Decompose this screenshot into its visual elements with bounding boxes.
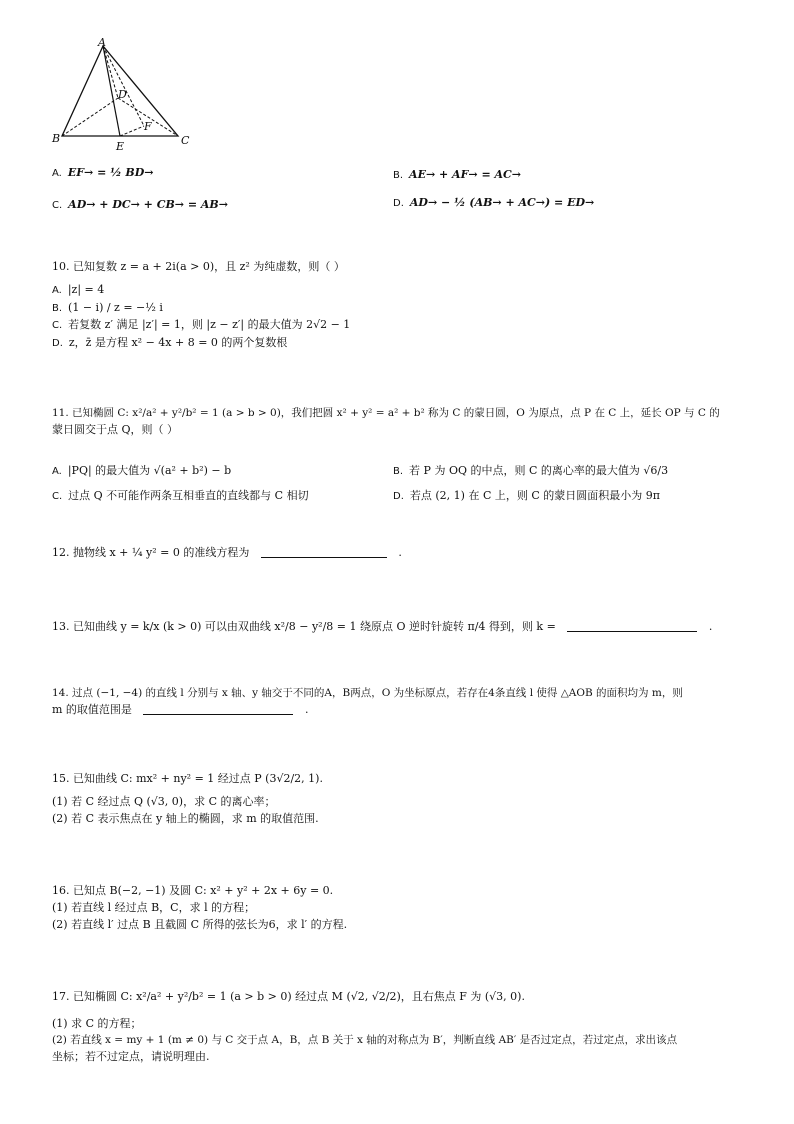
point-label-d: D <box>118 88 127 101</box>
q17-stem: 17. 已知椭圆 C: x²/a² + y²/b² = 1 (a > b > 0) 经过点 M (√2, √2/2)，且右焦点 F 为 (√3, 0). <box>52 990 525 1003</box>
q11-option-c: C. 过点 Q 不可能作两条互相垂直的直线都与 C 相切 <box>52 489 309 502</box>
question-17 <box>52 988 752 1065</box>
point-label-e: E <box>116 140 125 153</box>
triangle-figure <box>50 38 210 153</box>
q13-answer-blank[interactable] <box>567 619 697 632</box>
q17-part-2-line2: 坐标；若不过定点，请说明理由. <box>52 1050 210 1064</box>
question-16 <box>52 882 752 933</box>
q12-answer-blank[interactable] <box>261 545 387 558</box>
q13-stem: 13. 已知曲线 y = k/x (k > 0) 可以由双曲线 x²/8 − y²/8 = 1 绕原点 O 逆时针旋转 π/4 得到，则 k = <box>52 620 556 633</box>
question-14 <box>52 685 752 718</box>
q11-option-a: A. |PQ| 的最大值为 √(a² + b²) − b <box>52 464 232 477</box>
q16-part-1: (1) 若直线 l 经过点 B，C，求 l 的方程； <box>52 901 256 915</box>
q10-option-b: B. (1 − i) / z = −½ i <box>52 300 163 314</box>
q13-period: . <box>708 620 713 633</box>
vertex-label-c: C <box>181 134 190 147</box>
q15-stem: 15. 已知曲线 C: mx² + ny² = 1 经过点 P (3√2/2, 1). <box>52 772 323 785</box>
q16-part-2: (2) 若直线 l′ 过点 B 且截圆 C 所得的弦长为6，求 l′ 的方程. <box>52 918 348 932</box>
q14-period: . <box>304 703 309 717</box>
q17-part-1: (1) 求 C 的方程； <box>52 1017 142 1031</box>
q11-option-b: B. 若 P 为 OQ 的中点，则 C 的离心率的最大值为 √6/3 <box>393 464 669 477</box>
q10-option-a: A. |z| = 4 <box>52 283 105 297</box>
q11-option-d: D. 若点 (2, 1) 在 C 上，则 C 的蒙日圆面积最小为 9π <box>393 489 660 502</box>
q9-option-c: C. AD→ + DC→ + CB→ = AB→ <box>52 198 228 211</box>
vertex-label-a: A <box>98 38 106 49</box>
question-13 <box>52 618 752 635</box>
q15-part-1: (1) 若 C 经过点 Q (√3, 0)，求 C 的离心率； <box>52 795 276 809</box>
vertex-label-b: B <box>52 132 61 145</box>
q12-stem: 12. 抛物线 x + ¼ y² = 0 的准线方程为 <box>52 546 250 559</box>
q10-option-d: D. z，z̄ 是方程 x² − 4x + 8 = 0 的两个复数根 <box>52 335 288 349</box>
q10-stem: 10. 已知复数 z = a + 2i(a > 0)，且 z² 为纯虚数，则（ ） <box>52 260 345 273</box>
question-12 <box>52 544 752 561</box>
q14-answer-blank[interactable] <box>143 702 293 715</box>
q12-period: . <box>398 546 402 559</box>
q10-option-c: C. 若复数 z′ 满足 |z′| = 1，则 |z − z′| 的最大值为 2√2 − 1 <box>52 318 351 332</box>
question-15 <box>52 770 752 827</box>
question-11 <box>52 405 752 438</box>
q9-option-d: D. AD→ − ½ (AB→ + AC→) = ED→ <box>393 196 595 209</box>
question-10 <box>52 258 752 351</box>
q11-stem-line1: 11. 已知椭圆 C: x²/a² + y²/b² = 1 (a > b > 0)，我们把圆 x² + y² = a² + b² 称为 C 的蒙日圆，O 为原点，点 P 在 C 上，延长 OP 与 C 的 <box>52 407 720 419</box>
q9-option-a: A. EF→ = ½ BD→ <box>52 166 154 179</box>
q11-stem-line2: 蒙日圆交于点 Q，则（ ） <box>52 423 179 437</box>
q9-option-b: B. AE→ + AF→ = AC→ <box>393 168 522 181</box>
q14-stem-line2: m 的取值范围是 <box>52 703 132 717</box>
q17-part-2-line1: (2) 若直线 x = my + 1 (m ≠ 0) 与 C 交于点 A，B，点 B 关于 x 轴的对称点为 B′，判断直线 AB′ 是否过定点，若过定点，求出该点 <box>52 1034 678 1047</box>
q14-stem-line1: 14. 过点 (−1, −4) 的直线 l 分别与 x 轴、y 轴交于不同的A，B两点，O 为坐标原点，若存在4条直线 l 使得 △AOB 的面积均为 m，则 <box>52 687 683 699</box>
q16-stem: 16. 已知点 B(−2, −1) 及圆 C: x² + y² + 2x + 6y = 0. <box>52 884 334 897</box>
point-label-f: F <box>144 120 152 133</box>
q15-part-2: (2) 若 C 表示焦点在 y 轴上的椭圆，求 m 的取值范围. <box>52 812 319 826</box>
